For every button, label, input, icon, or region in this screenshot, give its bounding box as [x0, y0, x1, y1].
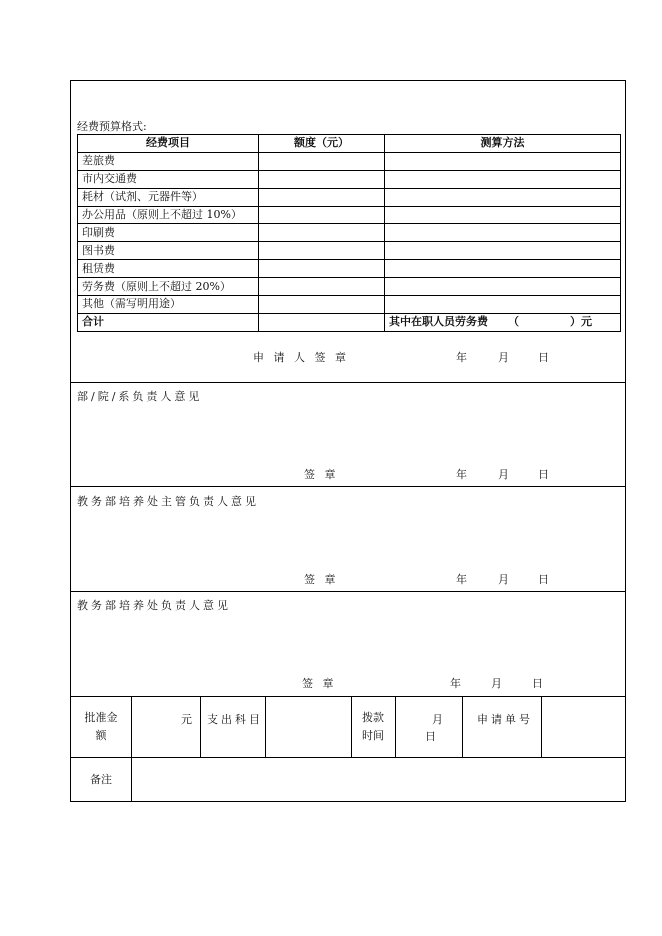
- method-cell[interactable]: [385, 188, 621, 206]
- col-divider: [200, 696, 201, 757]
- header-amount: 额度（元）: [259, 135, 385, 153]
- labor-open-paren: （: [508, 315, 519, 329]
- row-label: 劳务费（原则上不超过 20%）: [78, 278, 259, 296]
- applicant-day: 日: [538, 351, 549, 364]
- amount-cell[interactable]: [259, 260, 385, 278]
- method-cell[interactable]: [385, 278, 621, 296]
- section2-sign-label: 签 章: [304, 573, 339, 586]
- applicant-month: 月: [498, 351, 509, 364]
- applicant-year: 年: [456, 351, 467, 364]
- approved-amount-line2: 额: [95, 729, 107, 742]
- amount-cell[interactable]: [259, 224, 385, 242]
- table-row: [78, 224, 621, 242]
- row-label: 耗材（试剂、元器件等）: [78, 188, 259, 206]
- table-row: [78, 206, 621, 224]
- labor-close-paren: ）元: [570, 315, 592, 329]
- table-row: [78, 296, 621, 314]
- row-label: 租赁费: [78, 260, 259, 278]
- remarks-field[interactable]: [132, 758, 625, 801]
- section1-year: 年: [456, 468, 467, 481]
- section1-sign-label: 签 章: [304, 468, 339, 481]
- section3-sign-label: 签 章: [302, 677, 337, 690]
- disbursement-line2: 时间: [362, 729, 384, 742]
- amount-cell[interactable]: [259, 242, 385, 260]
- header-method: 测算方法: [385, 135, 621, 153]
- table-row: [78, 188, 621, 206]
- method-cell[interactable]: [385, 224, 621, 242]
- row-label: 图书费: [78, 242, 259, 260]
- header-item: 经费项目: [78, 135, 259, 153]
- method-cell[interactable]: [385, 206, 621, 224]
- section3-day: 日: [532, 677, 543, 690]
- section2-month: 月: [498, 573, 509, 586]
- section2-day: 日: [538, 573, 549, 586]
- method-cell[interactable]: [385, 170, 621, 188]
- section1-title: 部/院/系负责人意见: [77, 390, 203, 403]
- row-label: 差旅费: [78, 152, 259, 170]
- total-row: [78, 313, 621, 331]
- budget-table: [77, 134, 621, 332]
- applicant-sign-label: 申 请 人 签 章: [253, 351, 349, 364]
- expense-subject-label: 支出科目: [207, 713, 263, 726]
- amount-cell[interactable]: [259, 206, 385, 224]
- amount-cell[interactable]: [259, 188, 385, 206]
- row-label: 市内交通费: [78, 170, 259, 188]
- divider: [71, 591, 625, 592]
- table-row: [78, 242, 621, 260]
- row-label: 办公用品（原则上不超过 10%）: [78, 206, 259, 224]
- method-cell[interactable]: [385, 152, 621, 170]
- disbursement-line1: 拨款: [362, 711, 384, 724]
- table-row: [78, 260, 621, 278]
- section3-title: 教务部培养处负责人意见: [77, 599, 231, 612]
- application-form: [70, 80, 626, 802]
- amount-cell[interactable]: [259, 152, 385, 170]
- section1-day: 日: [538, 468, 549, 481]
- method-cell[interactable]: [385, 260, 621, 278]
- labor-note: 其中在职人员劳务费: [389, 315, 488, 329]
- budget-caption: 经费预算格式:: [77, 120, 147, 133]
- divider: [71, 486, 625, 487]
- table-row: [78, 152, 621, 170]
- row-label: 其他（需写明用途）: [78, 296, 259, 314]
- disbursement-day: 日: [425, 730, 436, 743]
- total-label: 合计: [78, 313, 259, 331]
- col-divider: [395, 696, 396, 757]
- table-row: [78, 278, 621, 296]
- remarks-label: 备注: [90, 773, 112, 786]
- approved-amount-label: [71, 709, 131, 745]
- section2-title: 教务部培养处主管负责人意见: [77, 495, 259, 508]
- section3-year: 年: [450, 677, 461, 690]
- amount-cell[interactable]: [259, 170, 385, 188]
- approved-amount-line1: 批准金: [84, 711, 118, 724]
- labor-note-cell: [385, 313, 621, 331]
- budget-header-row: [78, 135, 621, 153]
- section2-year: 年: [456, 573, 467, 586]
- disbursement-month: 月: [432, 713, 443, 726]
- total-amount-cell[interactable]: [259, 313, 385, 331]
- divider: [71, 382, 625, 383]
- application-number-value[interactable]: [542, 697, 625, 758]
- section1-month: 月: [498, 468, 509, 481]
- row-label: 印刷费: [78, 224, 259, 242]
- col-divider: [462, 696, 463, 757]
- method-cell[interactable]: [385, 296, 621, 314]
- method-cell[interactable]: [385, 242, 621, 260]
- table-row: [78, 170, 621, 188]
- disbursement-time-label: [351, 709, 395, 745]
- section3-month: 月: [491, 677, 502, 690]
- amount-cell[interactable]: [259, 296, 385, 314]
- amount-cell[interactable]: [259, 278, 385, 296]
- expense-subject-value[interactable]: [266, 697, 351, 758]
- approved-amount-unit: 元: [181, 713, 192, 726]
- application-number-label: 申请单号: [477, 713, 533, 726]
